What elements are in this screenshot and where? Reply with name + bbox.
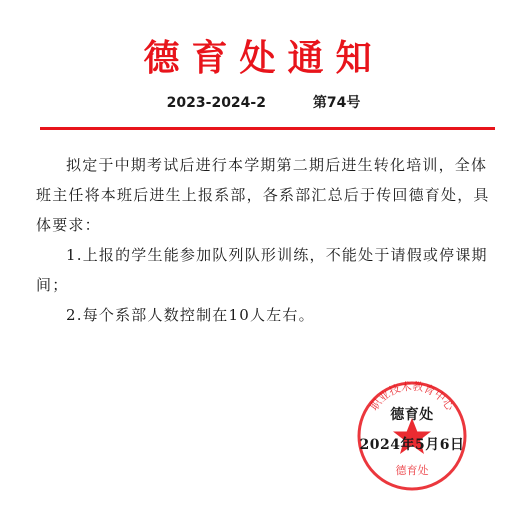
signature-block — [352, 407, 472, 454]
issue-number: 第74号 — [312, 95, 361, 111]
red-divider — [40, 127, 495, 130]
intro-paragraph: 拟定于中期考试后进行本学期第二期后进生转化培训，全体班主任将本班后进生上报系部，各系部汇总后于传回德育处，具体要求： — [36, 156, 490, 234]
requirement-1: 1.上报的学生能参加队列队形训练，不能处于请假或停课期间； — [36, 246, 488, 294]
signature-office: 德育处 — [390, 407, 434, 423]
requirement-2: 2.每个系部人数控制在10人左右。 — [66, 306, 315, 324]
term-code: 2023-2024-2 — [166, 95, 266, 111]
document-number — [0, 92, 527, 112]
seal-center-text: 德育处 — [395, 464, 429, 477]
notice-body — [36, 150, 496, 330]
notice-title: 德育处通知 — [143, 37, 384, 79]
signature-date: 2024年5月6日 — [359, 437, 465, 453]
seal-ring-text: 职业技术教育中心 — [367, 379, 457, 414]
